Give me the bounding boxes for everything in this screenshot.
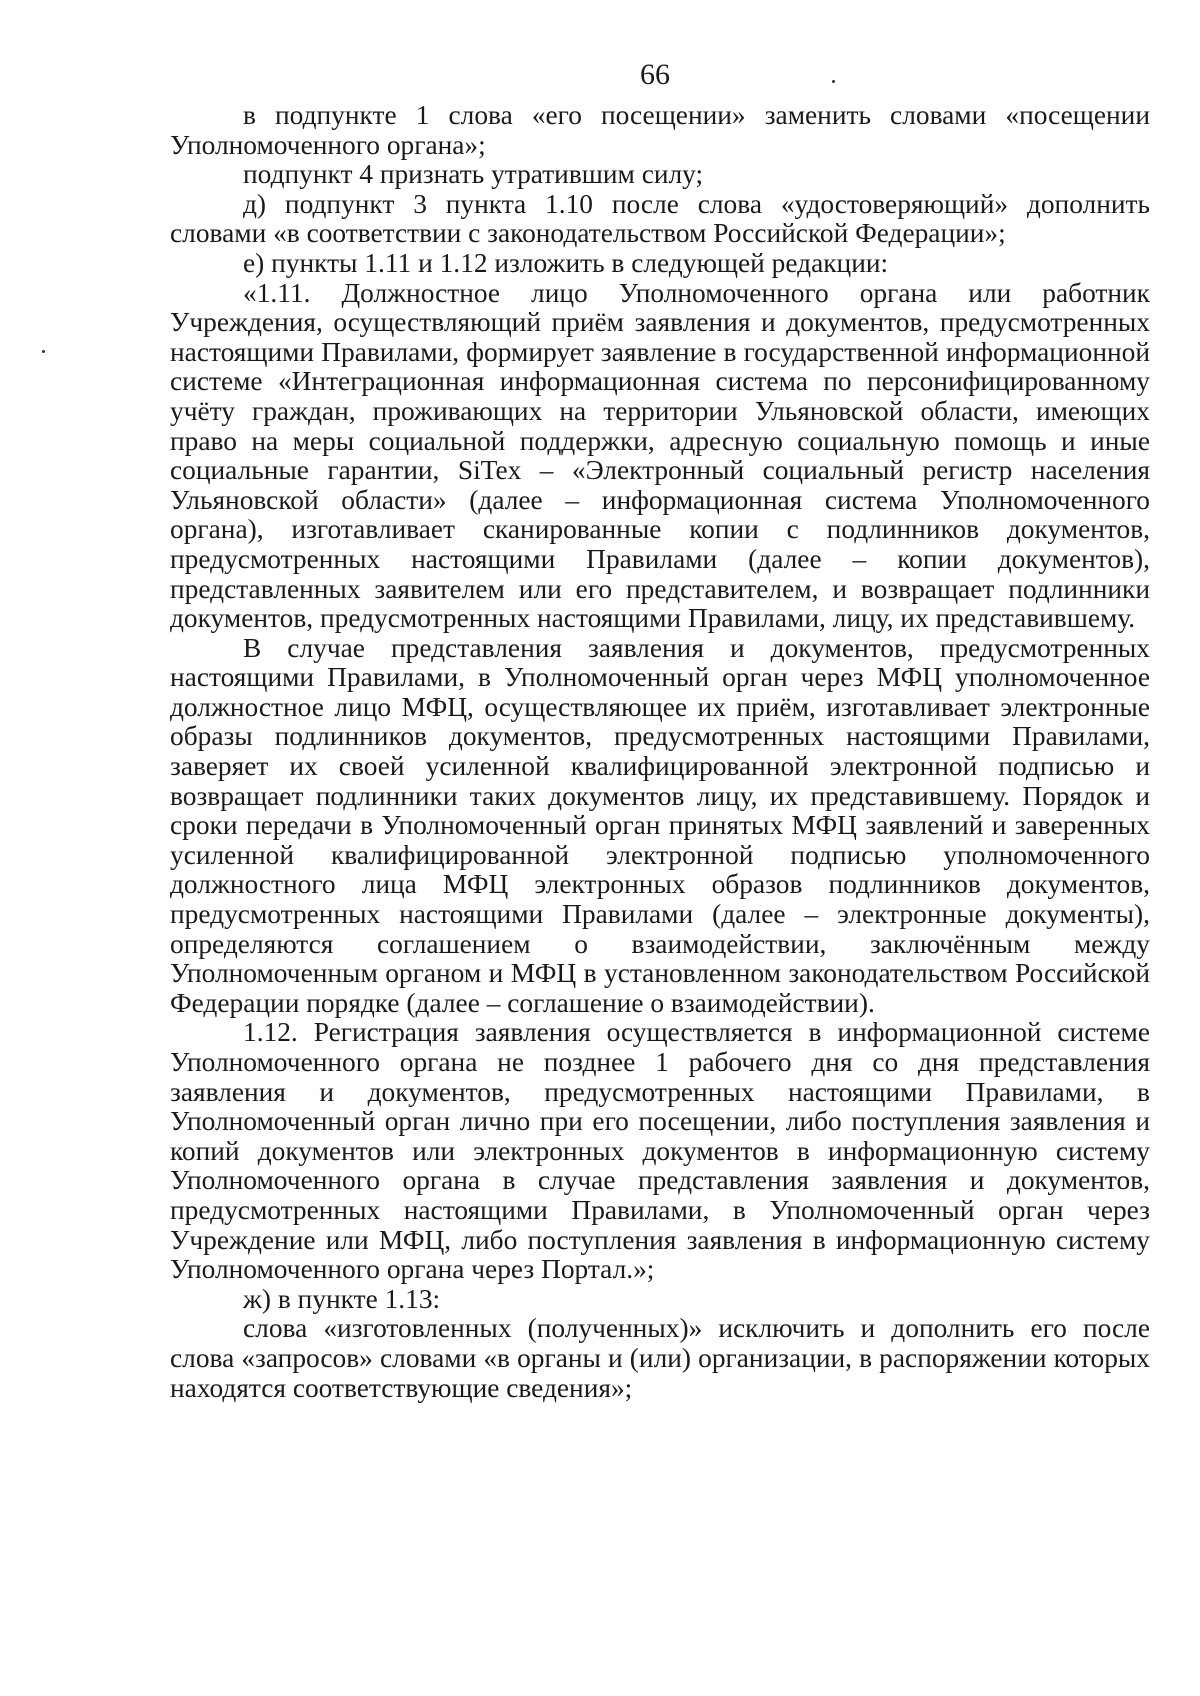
paragraph: слова «изготовленных (полученных)» исключить и дополнить его после слова «запросов» словами «в органы и (или) организации, в распоряжении которых находятся соответствующие сведения»; — [170, 1313, 1150, 1403]
page-number: 66 — [640, 58, 670, 91]
document-body — [170, 101, 1150, 1403]
paragraph: подпункт 4 признать утратившим силу; — [243, 159, 704, 190]
paragraph: е) пункты 1.11 и 1.12 изложить в следующей редакции: — [243, 247, 889, 278]
paragraph: в подпункте 1 слова «его посещении» заменить словами «посещении Уполномоченного органа»; — [170, 100, 1150, 160]
scan-speck — [832, 80, 835, 83]
paragraph: ж) в пункте 1.13: — [243, 1283, 441, 1314]
paragraph: 1.12. Регистрация заявления осуществляется в информационной системе Уполномоченного органа не позднее 1 рабочего дня со дня представления заявления и документов, предусмотренных настоящими Правилами, в Уполномоченный орган лично при его посещении, либо поступления заявления и копий документов или электронных документов в информационную систему Уполномоченного органа в случае представления заявления и документов, предусмотренных настоящими Правилами, в Уполномоченный орган через Учреждение или МФЦ, либо поступления заявления в информационную систему Уполномоченного органа через Портал.»; — [170, 1017, 1150, 1285]
scan-speck — [42, 350, 45, 353]
paragraph: В случае представления заявления и документов, предусмотренных настоящими Правилами, в Уполномоченный орган через МФЦ уполномоченное должностное лицо МФЦ, осуществляющее их приём, изготавливает электронные образы подлинников документов, предусмотренных настоящими Правилами, заверяет их своей усиленной квалифицированной электронной подписью и возвращает подлинники таких документов лицу, их представившему. Порядок и сроки передачи в Уполномоченный орган принятых МФЦ заявлений и заверенных усиленной квалифицированной электронной подписью уполномоченного должностного лица МФЦ электронных образов подлинников документов, предусмотренных настоящими Правилами (далее – электронные документы), определяются соглашением о взаимодействии, заключённым между Уполномоченным органом и МФЦ в установленном законодательством Российской Федерации порядке (далее – соглашение о взаимодействии). — [170, 632, 1150, 1018]
paragraph: д) подпункт 3 пункта 1.10 после слова «удостоверяющий» дополнить словами «в соответствии с законодательством Российской Федерации»; — [170, 188, 1150, 249]
paragraph: «1.11. Должностное лицо Уполномоченного органа или работник Учреждения, осуществляющий приём заявления и документов, предусмотренных настоящими Правилами, формирует заявление в государственной информационной системе «Интеграционная информационная система по персонифицированному учёту граждан, проживающих на территории Ульяновской области, имеющих право на меры социальной поддержки, адресную социальную помощь и иные социальные гарантии, SiTex – «Электронный социальный регистр населения Ульяновской области» (далее – информационная система Уполномоченного органа), изготавливает сканированные копии с подлинников документов, предусмотренных настоящими Правилами (далее – копии документов), представленных заявителем или его представителем, и возвращает подлинники документов, предусмотренных настоящими Правилами, лицу, их представившему. — [170, 277, 1150, 634]
